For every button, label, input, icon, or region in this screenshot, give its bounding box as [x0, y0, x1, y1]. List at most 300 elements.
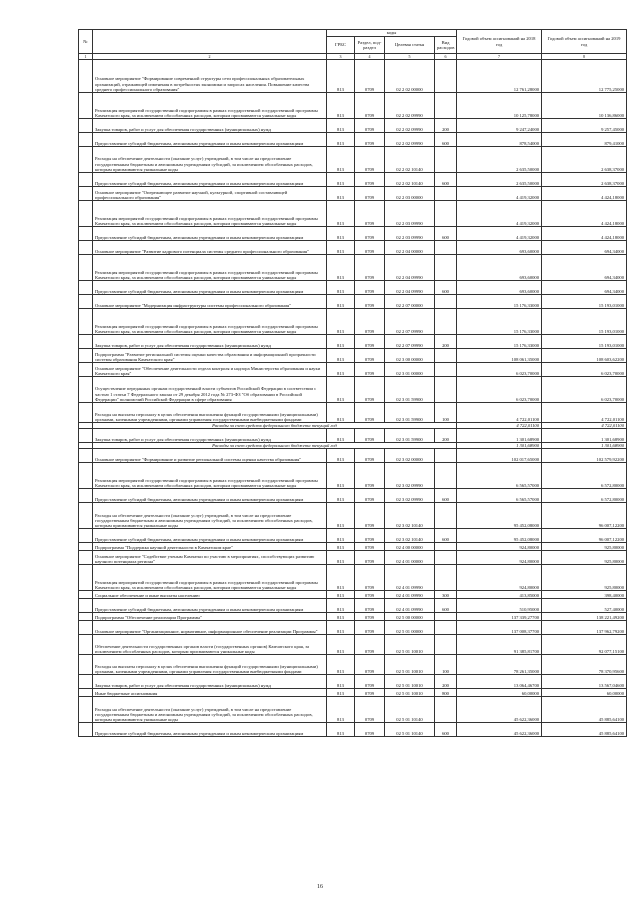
cell-vr: 100	[435, 655, 457, 675]
cell-sec: 0709	[355, 599, 385, 613]
cell-sec: 0709	[355, 689, 385, 697]
cell-name: Предоставление субсидий бюджетным, автономным учреждениям и иным некоммерческим организациям	[93, 281, 327, 295]
cell-v2019: 4 424,18000	[542, 201, 627, 227]
cell-vr	[435, 147, 457, 173]
cell-name: Реализация мероприятий государственной подпрограммы в рамках государственной государственной программы Камчатского края, за исключением обособленных расходов, которым присваиваются уникальные коды	[93, 93, 327, 119]
cell-name: Предоставление субсидий бюджетным, автономным учреждениям и иным некоммерческим организациям	[93, 489, 327, 503]
cell-v2018: 924,80000	[457, 551, 542, 565]
cell-num	[79, 591, 93, 599]
cell-sec: 0709	[355, 309, 385, 335]
cell-grbs: 813	[327, 241, 355, 255]
table-row	[79, 543, 627, 551]
cell-v2019: 4 424,18000	[542, 187, 627, 201]
table-row	[79, 119, 627, 133]
cell-note-2019: 1 301,68900	[542, 443, 627, 449]
cell-vr: 200	[435, 429, 457, 443]
cell-v2018: 693,60000	[457, 241, 542, 255]
table-row	[79, 613, 627, 621]
table-body	[79, 60, 627, 737]
cell-name: Закупка товаров, работ и услуг для обеспечения государственных (муниципальных) нужд	[93, 335, 327, 349]
cell-sec: 0709	[355, 119, 385, 133]
cell-vr: 600	[435, 227, 457, 241]
cell-vr: 200	[435, 119, 457, 133]
cell-vr	[435, 187, 457, 201]
cell-v2018: 91 385,81700	[457, 635, 542, 655]
cell-num	[79, 697, 93, 723]
header-grbs: ГРБС	[327, 37, 355, 54]
header-expense-type: Вид расходов	[435, 37, 457, 54]
cell-grbs: 813	[327, 565, 355, 591]
cell-v2018: 4 722,01100	[457, 403, 542, 423]
table-row	[79, 133, 627, 147]
table-row	[79, 187, 627, 201]
cell-num	[79, 429, 93, 443]
cell-grbs: 813	[327, 255, 355, 281]
cell-grbs: 813	[327, 119, 355, 133]
cell-grbs: 813	[327, 93, 355, 119]
cell-num	[79, 173, 93, 187]
cell-v2018: 878,54000	[457, 133, 542, 147]
cell-target: 02 5 00 00000	[385, 613, 435, 621]
cell-vr	[435, 551, 457, 565]
header-codes: коды	[327, 30, 457, 37]
cell-target: 02 5 01 10010	[385, 655, 435, 675]
cell-vr	[435, 449, 457, 463]
budget-sheet	[78, 29, 626, 737]
cell-v2018: 4 419,32000	[457, 227, 542, 241]
cell-sec: 0709	[355, 675, 385, 689]
cell-sec: 0709	[355, 489, 385, 503]
cell-v2018: 60,00000	[457, 689, 542, 697]
cell-v2018: 510,95000	[457, 599, 542, 613]
cell-sec: 0709	[355, 201, 385, 227]
cell-target: 02 2 07 09990	[385, 335, 435, 349]
header-name	[93, 30, 327, 54]
cell-v2018: 13 064,46700	[457, 675, 542, 689]
cell-target: 02 2 02 09990	[385, 93, 435, 119]
cell-sec: 0709	[355, 655, 385, 675]
cell-v2019: 15 193,01000	[542, 295, 627, 309]
cell-vr	[435, 295, 457, 309]
cell-name: Основное мероприятие "Обеспечение деятельности отдела контроля и надзора Министерства образования и науки Камчатского края"	[93, 363, 327, 377]
cell-v2019: 2 638,37000	[542, 173, 627, 187]
table-row	[79, 60, 627, 93]
cell-vr	[435, 93, 457, 119]
cell-v2018: 15 176,33000	[457, 335, 542, 349]
cell-v2019: 92 077,15100	[542, 635, 627, 655]
cell-target: 02 2 03 00000	[385, 187, 435, 201]
cell-sec: 0709	[355, 93, 385, 119]
cell-v2019: 1 301,68900	[542, 429, 627, 443]
cell-sec: 0709	[355, 187, 385, 201]
cell-grbs: 813	[327, 675, 355, 689]
cell-name: Предоставление субсидий бюджетным, автономным учреждениям и иным некоммерческим организациям	[93, 227, 327, 241]
cell-target: 02 4 01 09990	[385, 565, 435, 591]
cell-v2019: 15 193,01000	[542, 335, 627, 349]
cell-sec: 0709	[355, 349, 385, 363]
cell-num	[79, 241, 93, 255]
cell-grbs: 813	[327, 697, 355, 723]
cell-target: 02 2 02 10140	[385, 147, 435, 173]
cell-v2018: 693,60000	[457, 255, 542, 281]
table-header	[79, 30, 627, 60]
cell-name: Основное мероприятие "Модернизация инфраструктуры системы профессионального образования"	[93, 295, 327, 309]
cell-v2019: 13 567,04600	[542, 675, 627, 689]
cell-num	[79, 147, 93, 173]
cell-v2018: 6 565,57000	[457, 463, 542, 489]
cell-v2018: 15 176,33000	[457, 295, 542, 309]
cell-v2019: 879,41000	[542, 133, 627, 147]
cell-vr	[435, 565, 457, 591]
cell-num	[79, 449, 93, 463]
cell-target: 02 3 01 59900	[385, 403, 435, 423]
col-index: 2	[93, 54, 327, 60]
cell-name: Основное мероприятие "Организационное, нормативное, информационное обеспечение реализации Программы"	[93, 621, 327, 635]
cell-num	[79, 655, 93, 675]
cell-target: 02 3 00 00000	[385, 349, 435, 363]
cell-v2018: 924,80000	[457, 543, 542, 551]
cell-target: 02 2 07 09990	[385, 309, 435, 335]
cell-v2018: 693,60000	[457, 281, 542, 295]
cell-v2019: 4 722,01100	[542, 403, 627, 423]
cell-num	[79, 529, 93, 543]
cell-target: 02 3 01 00000	[385, 363, 435, 377]
cell-num	[79, 463, 93, 489]
cell-vr: 200	[435, 335, 457, 349]
cell-grbs: 813	[327, 613, 355, 621]
cell-sec: 0709	[355, 503, 385, 529]
cell-sec: 0709	[355, 295, 385, 309]
cell-target: 02 3 01 59900	[385, 429, 435, 443]
cell-v2018: 137 339,27700	[457, 613, 542, 621]
cell-grbs: 813	[327, 463, 355, 489]
cell-target: 02 4 00 00000	[385, 543, 435, 551]
header-2018: Годовой объем ассигнований на 2018 год	[457, 30, 542, 54]
cell-name: Закупка товаров, работ и услуг для обеспечения государственных (муниципальных) нужд	[93, 119, 327, 133]
cell-sec: 0709	[355, 591, 385, 599]
cell-num	[79, 689, 93, 697]
cell-name: Обеспечение деятельности государственных органов власти (государственных органов) Камчатского края, за исключением обособленных расходов, которым присваиваются уникальные коды	[93, 635, 327, 655]
cell-v2018: 413,85000	[457, 591, 542, 599]
cell-v2018: 924,80000	[457, 565, 542, 591]
cell-vr	[435, 463, 457, 489]
cell-sec: 0709	[355, 60, 385, 93]
cell-sec: 0709	[355, 565, 385, 591]
table-row	[79, 281, 627, 295]
cell-target: 02 2 04 09990	[385, 281, 435, 295]
cell-target: 02 2 04 09990	[385, 255, 435, 281]
cell-v2018: 102 017,65000	[457, 449, 542, 463]
cell-num	[79, 489, 93, 503]
cell-vr	[435, 613, 457, 621]
cell-grbs: 813	[327, 429, 355, 443]
cell-v2019: 102 579,92200	[542, 449, 627, 463]
cell-grbs: 813	[327, 173, 355, 187]
table-row	[79, 449, 627, 463]
cell-name: Социальное обеспечение и иные выплаты населению	[93, 591, 327, 599]
cell-name: Закупка товаров, работ и услуг для обеспечения государственных (муниципальных) нужд	[93, 429, 327, 443]
cell-v2019: 9 257,45000	[542, 119, 627, 133]
table-row	[79, 621, 627, 635]
cell-sec: 0709	[355, 403, 385, 423]
cell-num	[79, 281, 93, 295]
col-index: 5	[385, 54, 435, 60]
table-row	[79, 309, 627, 335]
cell-v2019: 925,80000	[542, 543, 627, 551]
cell-grbs: 813	[327, 529, 355, 543]
cell-num	[79, 675, 93, 689]
cell-name: Основное мероприятие "Развитие кадрового потенциала системы среднего профессионального образования"	[93, 241, 327, 255]
cell-grbs: 813	[327, 503, 355, 529]
cell-num	[79, 599, 93, 613]
cell-target: 02 3 02 09990	[385, 489, 435, 503]
cell-num	[79, 635, 93, 655]
table-row	[79, 697, 627, 723]
cell-sec: 0709	[355, 463, 385, 489]
cell-target: 02 3 02 10140	[385, 503, 435, 529]
cell-num	[79, 349, 93, 363]
cell-v2019: 78 370,95600	[542, 655, 627, 675]
cell-grbs: 813	[327, 449, 355, 463]
cell-vr	[435, 60, 457, 93]
cell-v2019: 96 007,12200	[542, 529, 627, 543]
cell-v2018: 108 061,35000	[457, 349, 542, 363]
cell-num	[79, 309, 93, 335]
cell-grbs: 813	[327, 147, 355, 173]
cell-num	[79, 201, 93, 227]
cell-grbs: 813	[327, 309, 355, 335]
cell-target: 02 5 01 10140	[385, 723, 435, 737]
cell-sec: 0709	[355, 241, 385, 255]
cell-grbs: 813	[327, 349, 355, 363]
cell-target: 02 2 02 09990	[385, 133, 435, 147]
cell-vr	[435, 349, 457, 363]
cell-num	[79, 133, 93, 147]
cell-name: Осуществление переданных органам государственной власти субъектов Российской Федерации в соответствии с частью 1 статьи 7 Федерального закона от 29 декабря 2012 года № 273-ФЗ "Об образовании в Российской Федерации" полномочий Российской Федерации в сфере образования	[93, 377, 327, 403]
cell-num	[79, 403, 93, 423]
cell-target: 02 2 02 10140	[385, 173, 435, 187]
cell-target: 02 2 02 09990	[385, 119, 435, 133]
cell-sec: 0709	[355, 723, 385, 737]
header-target: Целевая статья	[385, 37, 435, 54]
cell-num	[79, 723, 93, 737]
cell-grbs: 813	[327, 689, 355, 697]
table-row	[79, 591, 627, 599]
cell-sec: 0709	[355, 377, 385, 403]
cell-sec: 0709	[355, 281, 385, 295]
cell-name: Основное мероприятие "Содействие ученым Камчатки по участию в мероприятиях, способствующих развитию научного потенциала региона"	[93, 551, 327, 565]
cell-note-2018: 1 301,68900	[457, 443, 542, 449]
budget-table	[78, 29, 627, 737]
cell-vr	[435, 201, 457, 227]
cell-name: Расходы на обеспечение деятельности (оказание услуг) учреждений, в том числе на предоставление государственным бюджетным и автономным учреждениям субсидий, за исключением обособленных расходов, которым присваиваются уникальные коды	[93, 697, 327, 723]
table-row	[79, 295, 627, 309]
cell-sec: 0709	[355, 173, 385, 187]
cell-vr: 300	[435, 591, 457, 599]
col-index: 6	[435, 54, 457, 60]
cell-v2019: 694,34000	[542, 255, 627, 281]
cell-sec: 0709	[355, 621, 385, 635]
cell-vr	[435, 697, 457, 723]
table-row	[79, 241, 627, 255]
cell-v2019: 398,40000	[542, 591, 627, 599]
header-num: №	[79, 30, 93, 54]
cell-target: 02 2 02 00000	[385, 60, 435, 93]
cell-v2019: 15 193,01000	[542, 309, 627, 335]
cell-num	[79, 187, 93, 201]
cell-sec: 0709	[355, 635, 385, 655]
cell-name: Реализация мероприятий государственной подпрограммы в рамках государственной государственной программы Камчатского края, за исключением обособленных расходов, которым присваиваются уникальные коды	[93, 565, 327, 591]
cell-name: Расходы на обеспечение деятельности (оказание услуг) учреждений, в том числе на предоставление государственным бюджетным и автономным учреждениям субсидий, за исключением обособленных расходов, которым присваиваются уникальные коды	[93, 503, 327, 529]
cell-grbs: 813	[327, 227, 355, 241]
cell-name: Предоставление субсидий бюджетным, автономным учреждениям и иным некоммерческим организациям	[93, 529, 327, 543]
table-row	[79, 227, 627, 241]
table-row	[79, 429, 627, 443]
cell-grbs: 813	[327, 655, 355, 675]
cell-grbs: 813	[327, 723, 355, 737]
cell-vr	[435, 621, 457, 635]
cell-sec: 0709	[355, 529, 385, 543]
cell-v2018: 4 419,32000	[457, 187, 542, 201]
cell-target: 02 3 02 10140	[385, 529, 435, 543]
cell-target: 02 5 01 00000	[385, 621, 435, 635]
cell-name: Реализация мероприятий государственной подпрограммы в рамках государственной государственной программы Камчатского края, за исключением обособленных расходов, которым присваиваются уникальные коды	[93, 463, 327, 489]
cell-num	[79, 377, 93, 403]
col-index: 3	[327, 54, 355, 60]
cell-name: Иные бюджетные ассигнования	[93, 689, 327, 697]
cell-grbs: 813	[327, 591, 355, 599]
cell-name: Реализация мероприятий государственной подпрограммы в рамках государственной государственной программы Камчатского края, за исключением обособленных расходов, которым присваиваются уникальные коды	[93, 309, 327, 335]
cell-target: 02 3 01 59900	[385, 377, 435, 403]
cell-num	[79, 503, 93, 529]
cell-vr: 600	[435, 723, 457, 737]
cell-grbs: 813	[327, 403, 355, 423]
cell-vr: 800	[435, 689, 457, 697]
cell-target: 02 4 01 09990	[385, 599, 435, 613]
table-row	[79, 529, 627, 543]
cell-grbs: 813	[327, 133, 355, 147]
cell-grbs: 813	[327, 635, 355, 655]
cell-v2019: 527,40000	[542, 599, 627, 613]
cell-grbs: 813	[327, 621, 355, 635]
cell-note-2019: 4 722,01100	[542, 423, 627, 429]
cell-name: Предоставление субсидий бюджетным, автономным учреждениям и иным некоммерческим организациям	[93, 173, 327, 187]
table-row	[79, 463, 627, 489]
cell-v2018: 6 023,70000	[457, 363, 542, 377]
cell-num	[79, 565, 93, 591]
cell-target: 02 5 01 10010	[385, 635, 435, 655]
table-row	[79, 689, 627, 697]
cell-grbs: 813	[327, 363, 355, 377]
cell-num	[79, 543, 93, 551]
col-index: 8	[542, 54, 627, 60]
cell-vr: 600	[435, 173, 457, 187]
cell-vr	[435, 543, 457, 551]
cell-v2018: 15 176,33000	[457, 309, 542, 335]
cell-grbs: 813	[327, 599, 355, 613]
cell-sec: 0709	[355, 429, 385, 443]
table-row	[79, 147, 627, 173]
cell-num	[79, 93, 93, 119]
cell-v2019: 925,80000	[542, 551, 627, 565]
cell-v2018: 6 023,70000	[457, 377, 542, 403]
cell-v2019: 6 023,70000	[542, 363, 627, 377]
cell-grbs: 813	[327, 551, 355, 565]
cell-num	[79, 295, 93, 309]
col-index: 1	[79, 54, 93, 60]
cell-num	[79, 551, 93, 565]
cell-vr: 600	[435, 529, 457, 543]
cell-v2018: 10 125,78000	[457, 93, 542, 119]
cell-sec: 0709	[355, 449, 385, 463]
cell-v2019: 137 962,79200	[542, 621, 627, 635]
cell-sec: 0709	[355, 335, 385, 349]
cell-sec: 0709	[355, 227, 385, 241]
cell-num	[79, 363, 93, 377]
cell-target: 02 2 04 00000	[385, 241, 435, 255]
cell-v2018: 2 635,50000	[457, 147, 542, 173]
table-row	[79, 377, 627, 403]
cell-name: Основное мероприятие "Формирование современной структуры сети профессиональных образовательных организаций, отражающей изменения в потребностях экономики и запросах населения. Повышение качества среднего профессионального образования"	[93, 60, 327, 93]
cell-target: 02 2 03 09990	[385, 201, 435, 227]
table-row	[79, 363, 627, 377]
cell-vr	[435, 635, 457, 655]
cell-target: 02 2 03 09990	[385, 227, 435, 241]
table-row	[79, 173, 627, 187]
table-row	[79, 93, 627, 119]
cell-v2019: 925,80000	[542, 565, 627, 591]
header-section: Раздел, под-раздел	[355, 37, 385, 54]
cell-v2018: 12 761,28000	[457, 60, 542, 93]
cell-v2019: 694,34000	[542, 241, 627, 255]
cell-v2019: 6 023,70000	[542, 377, 627, 403]
cell-v2018: 137 008,37700	[457, 621, 542, 635]
cell-v2018: 6 565,57000	[457, 489, 542, 503]
cell-vr	[435, 309, 457, 335]
col-index: 7	[457, 54, 542, 60]
cell-sec: 0709	[355, 133, 385, 147]
table-row	[79, 335, 627, 349]
cell-name: Предоставление субсидий бюджетным, автономным учреждениям и иным некоммерческим организациям	[93, 133, 327, 147]
table-row	[79, 655, 627, 675]
cell-num	[79, 621, 93, 635]
cell-vr: 100	[435, 403, 457, 423]
table-row	[79, 551, 627, 565]
table-row	[79, 503, 627, 529]
cell-v2019: 96 007,12200	[542, 503, 627, 529]
table-row	[79, 403, 627, 423]
cell-target: 02 5 01 10010	[385, 689, 435, 697]
cell-name: Основное мероприятие "Формирование и развитие региональной системы оценки качества образования"	[93, 449, 327, 463]
table-row	[79, 675, 627, 689]
cell-grbs: 813	[327, 187, 355, 201]
cell-v2019: 2 638,37000	[542, 147, 627, 173]
cell-v2018: 2 635,50000	[457, 173, 542, 187]
cell-grbs: 813	[327, 295, 355, 309]
cell-sec: 0709	[355, 255, 385, 281]
cell-v2019: 12 775,25000	[542, 60, 627, 93]
cell-target: 02 5 01 10140	[385, 697, 435, 723]
cell-grbs: 813	[327, 377, 355, 403]
cell-name: Реализация мероприятий государственной подпрограммы в рамках государственной государственной программы Камчатского края, за исключением обособленных расходов, которым присваиваются уникальные коды	[93, 201, 327, 227]
cell-v2019: 108 603,62200	[542, 349, 627, 363]
cell-target: 02 5 01 10010	[385, 675, 435, 689]
cell-v2019: 6 572,80000	[542, 463, 627, 489]
cell-v2019: 45 885,64100	[542, 697, 627, 723]
cell-v2019: 60,00000	[542, 689, 627, 697]
cell-v2018: 78 261,35000	[457, 655, 542, 675]
cell-vr	[435, 363, 457, 377]
